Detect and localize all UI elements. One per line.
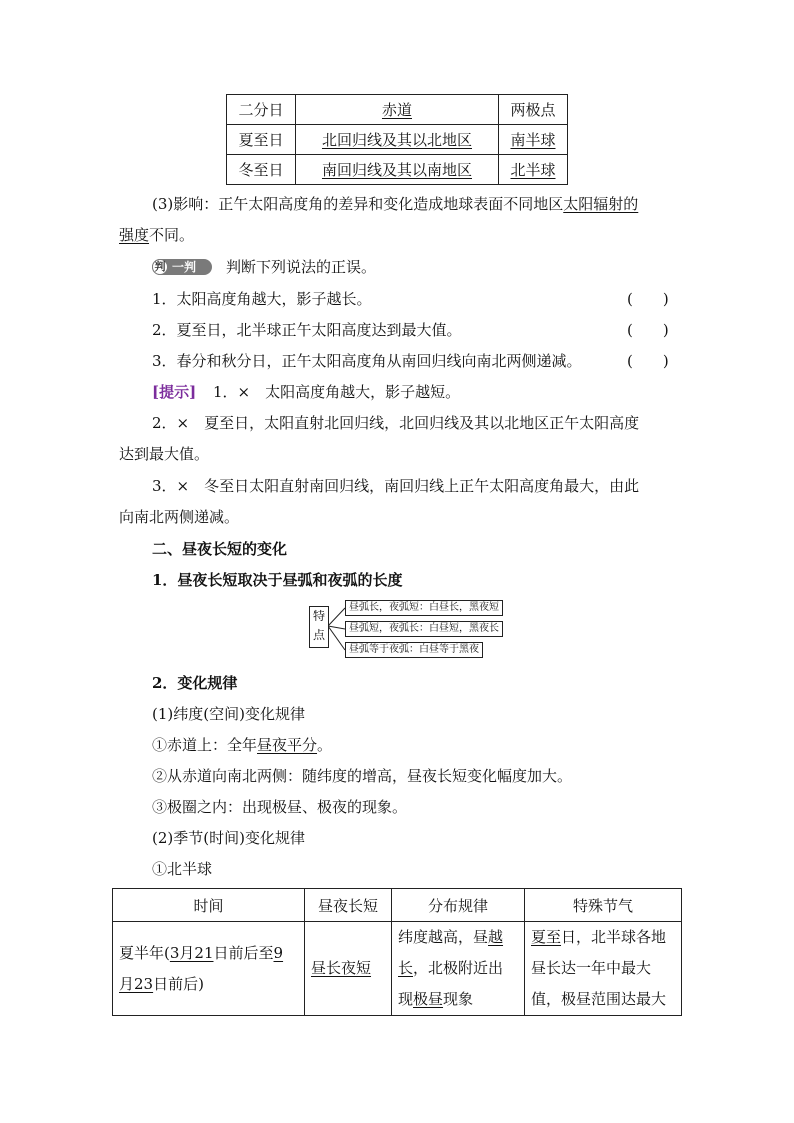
answer-paren[interactable]: ( ) [627, 290, 669, 308]
table-cell-distribution [392, 922, 525, 1016]
cell-text: 现 [398, 990, 414, 1008]
hint-line [152, 381, 460, 402]
cell-line: 值，极昼范围达最大 [531, 990, 667, 1008]
table-cell: 夏至日 [227, 125, 296, 155]
table-cell-daynight [305, 922, 392, 1016]
cell-underlined: 长 [398, 959, 414, 977]
table-header: 分布规律 [392, 889, 525, 922]
table-cell-text: 赤道 [381, 101, 412, 119]
cell-text: 现象 [443, 990, 474, 1008]
table-cell: 冬至日 [227, 155, 296, 185]
cell-line [119, 938, 298, 969]
table-cell [499, 155, 568, 185]
table-cell-time [113, 922, 305, 1016]
table-cell [296, 155, 499, 185]
judge-item: 2．夏至日，北半球正午太阳高度达到最大值。 [152, 321, 462, 339]
cell-text: 夏半年( [119, 943, 170, 962]
table-header-row [113, 889, 682, 922]
rule-text: ①赤道上：全年 [152, 736, 258, 754]
answer-paren[interactable]: ( ) [627, 352, 669, 370]
cell-line [398, 984, 518, 1015]
hint-answer: 向南北两侧递减。 [119, 508, 240, 526]
influence-underlined: 强度 [119, 226, 150, 244]
rule-underlined: 昼夜平分 [257, 736, 318, 754]
diagram-box: 昼弧长，夜弧短：白昼长，黑夜短 [345, 600, 503, 616]
cell-underlined: 3月21 [169, 943, 214, 962]
influence-paragraph-line2 [119, 224, 194, 245]
cell-underlined: 越 [488, 928, 504, 946]
subsection-heading: 1．昼夜长短取决于昼弧和夜弧的长度 [152, 571, 403, 589]
influence-text: (3)影响：正午太阳高度角的差异和变化造成地球表面不同地区 [152, 195, 564, 213]
subsection-heading: 2．变化规律 [152, 674, 238, 692]
solar-noon-table [226, 94, 568, 185]
table-cell-special [525, 922, 682, 1016]
table-cell: 两极点 [499, 95, 568, 125]
cell-line [398, 953, 518, 984]
cell-underlined: 夏至 [531, 928, 562, 946]
connector-line [328, 626, 345, 650]
diagram-box: 昼弧短，夜弧长：白昼短，黑夜长 [345, 621, 503, 637]
judge-badge-text: 一判 [172, 260, 197, 274]
cell-underlined: 昼长夜短 [311, 959, 372, 977]
table-row [227, 155, 568, 185]
table-row [227, 95, 568, 125]
cell-text: 日，北半球各地 [561, 928, 667, 946]
hint-label: [提示] [152, 383, 197, 401]
hint-answer: 2．× 夏至日，太阳直射北回归线，北回归线及其以北地区正午太阳高度 [152, 414, 640, 432]
table-header: 时间 [113, 889, 305, 922]
table-header: 特殊节气 [525, 889, 682, 922]
table-cell-text: 南半球 [510, 131, 556, 149]
section-heading: 二、昼夜长短的变化 [152, 540, 288, 558]
connector-line [328, 608, 345, 626]
cell-line [119, 969, 298, 1000]
hint-answer: 达到最大值。 [119, 445, 210, 463]
cell-text: 纬度越高，昼 [398, 928, 489, 946]
influence-text: 不同。 [149, 226, 195, 244]
latitude-title: (1)纬度(空间)变化规律 [152, 705, 305, 723]
latitude-rule-2: ②从赤道向南北两侧：随纬度的增高，昼夜长短变化幅度加大。 [152, 767, 573, 785]
cell-underlined: 极昼 [413, 990, 444, 1008]
judge-badge-ring: 判 [152, 259, 168, 275]
diagram-label-char: 特 [312, 609, 325, 623]
cell-line [398, 922, 518, 953]
diagram-connectors [328, 600, 346, 656]
judge-item: 1．太阳高度角越大，影子越长。 [152, 290, 372, 308]
hint-answer: 1．× 太阳高度角越大，影子越短。 [212, 383, 461, 401]
table-cell-text: 南回归线及其以南地区 [321, 161, 472, 179]
table-row [113, 922, 682, 1016]
hint-answer: 3．× 冬至日太阳直射南回归线，南回归线上正午太阳高度角最大，由此 [152, 477, 640, 495]
cell-underlined: 月23 [119, 974, 154, 993]
influence-underlined: 太阳辐射的 [563, 195, 639, 213]
table-header: 昼夜长短 [305, 889, 392, 922]
season-title: (2)季节(时间)变化规律 [152, 829, 305, 847]
judge-badge [152, 259, 212, 275]
connector-line [328, 626, 345, 629]
latitude-rule-1 [152, 734, 332, 755]
diagram-label-char: 点 [312, 628, 325, 642]
northern-hemisphere-label: ①北半球 [152, 860, 213, 878]
influence-paragraph-line1 [152, 193, 638, 214]
cell-underlined: 9 [273, 943, 284, 962]
cell-line [531, 922, 675, 953]
cell-line: 昼长达一年中最大 [531, 959, 652, 977]
cell-text: 日前后) [153, 974, 204, 993]
northern-hemisphere-table [112, 888, 682, 1016]
diagram-box: 昼弧等于夜弧：白昼等于黑夜 [345, 642, 483, 658]
cell-text: 日前后至 [213, 943, 274, 962]
cell-text: ，北极附近出 [413, 959, 504, 977]
judge-item: 3．春分和秋分日，正午太阳高度角从南回归线向南北两侧递减。 [152, 352, 582, 370]
table-row [227, 125, 568, 155]
table-cell [499, 125, 568, 155]
table-cell [296, 95, 499, 125]
diagram-label [309, 606, 329, 648]
table-cell [296, 125, 499, 155]
table-cell-text: 北半球 [510, 161, 556, 179]
latitude-rule-3: ③极圈之内：出现极昼、极夜的现象。 [152, 798, 408, 816]
table-cell-text: 北回归线及其以北地区 [321, 131, 472, 149]
table-cell: 二分日 [227, 95, 296, 125]
answer-paren[interactable]: ( ) [627, 321, 669, 339]
rule-text: 。 [317, 736, 333, 754]
judge-title: 判断下列说法的正误。 [226, 258, 377, 276]
